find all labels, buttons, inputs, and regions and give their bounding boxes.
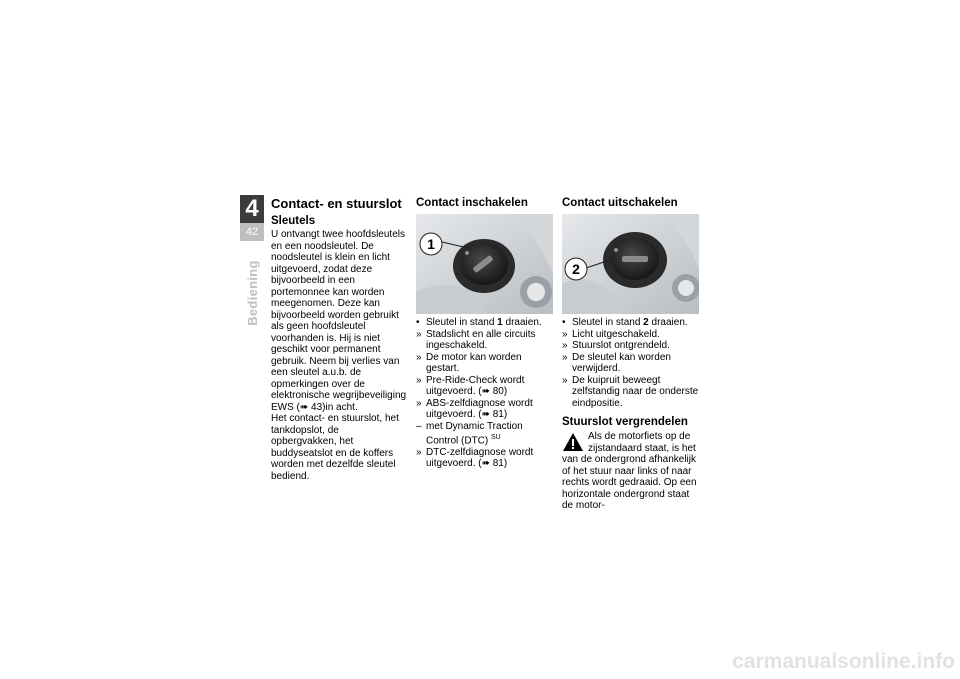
photo-label-2: 2 [572, 261, 580, 277]
chapter-number: 4 [245, 195, 259, 222]
column-ignition-off [562, 196, 699, 512]
keys-heading: Sleutels [271, 215, 316, 227]
warning-triangle-icon [562, 432, 584, 452]
main-title: Contact- en stuurslot [271, 196, 402, 211]
ignition-on-steps [416, 317, 553, 470]
column-keys [271, 196, 407, 482]
ignition-switch-illustration [416, 214, 553, 314]
steering-lock-warning [562, 431, 699, 512]
list-item: • Sleutel in stand 2 draaien. [562, 317, 688, 328]
list-item: » Licht uitgeschakeld. [562, 328, 660, 340]
list-item: » Pre-Ride-Check wordt uitgevoerd. (➠ 80) [416, 374, 525, 397]
page-number: 42 [240, 223, 264, 241]
ignition-off-heading: Contact uitschakelen [562, 197, 678, 209]
ignition-switch-illustration [562, 214, 699, 314]
list-item: » De kuipruit beweegt zelfstandig naar de onderste eindpositie. [562, 374, 699, 409]
list-item: » ABS-zelfdiagnose wordt uitgevoerd. (➠ 81) [416, 397, 533, 420]
photo-label-1: 1 [427, 236, 435, 252]
ignition-switch-photo-off [562, 214, 699, 314]
list-item: » Stadslicht en alle circuits ingeschakeld. [416, 328, 536, 351]
steering-lock-heading: Stuurslot vergrendelen [562, 416, 688, 428]
ignition-switch-photo-on [416, 214, 553, 314]
ignition-on-heading: Contact inschakelen [416, 197, 528, 209]
list-item: » De sleutel kan worden verwijderd. [562, 351, 671, 374]
list-item: » Stuurslot ontgrendeld. [562, 340, 670, 351]
list-item: – met Dynamic Traction Control (DTC) $^{SU}$ [416, 420, 523, 447]
list-item: • Sleutel in stand 1 draaien. [416, 317, 542, 328]
section-label-text: Bediening [245, 260, 260, 326]
keys-paragraph-2: Het contact- en stuurslot, het tankdopslot, de opbergvakken, het buddyseatslot en de koffers worden met dezelfde sleutel bediend. [271, 413, 399, 482]
list-item: » DTC-zelfdiagnose wordt uitgevoerd. (➠ 81) [416, 446, 534, 470]
warning-text: Als de motorfiets op de zijstandaard staat, is het van de ondergrond afhankelijk of het stuur naar links of naar rechts wordt gedraaid. Op een horizontale ondergrond staat de motor- [562, 431, 697, 511]
ignition-off-steps [562, 317, 699, 409]
keys-paragraph-1: U ontvangt twee hoofdsleutels en een noodsleutel. De noodsleutel is klein en licht uitgevoerd, zodat deze bijvoorbeeld in een portemonnee kan worden meegenomen. Deze kan bijvoorbeeld worden gebruikt als geen hoofdsleutel voorhanden is. Hij is niet geschikt voor permanent gebruik. Neem bij verlies van een sleutel a.u.b. de opmerkingen over de elektronische wegrijbeveiliging EWS (➠ 43)in acht. [271, 229, 407, 413]
watermark-text: carmanualsonline.info [732, 650, 955, 673]
chapter-tab [240, 195, 264, 241]
column-ignition-on [416, 196, 553, 470]
section-label [246, 248, 260, 340]
list-item: » De motor kan worden gestart. [416, 351, 522, 374]
